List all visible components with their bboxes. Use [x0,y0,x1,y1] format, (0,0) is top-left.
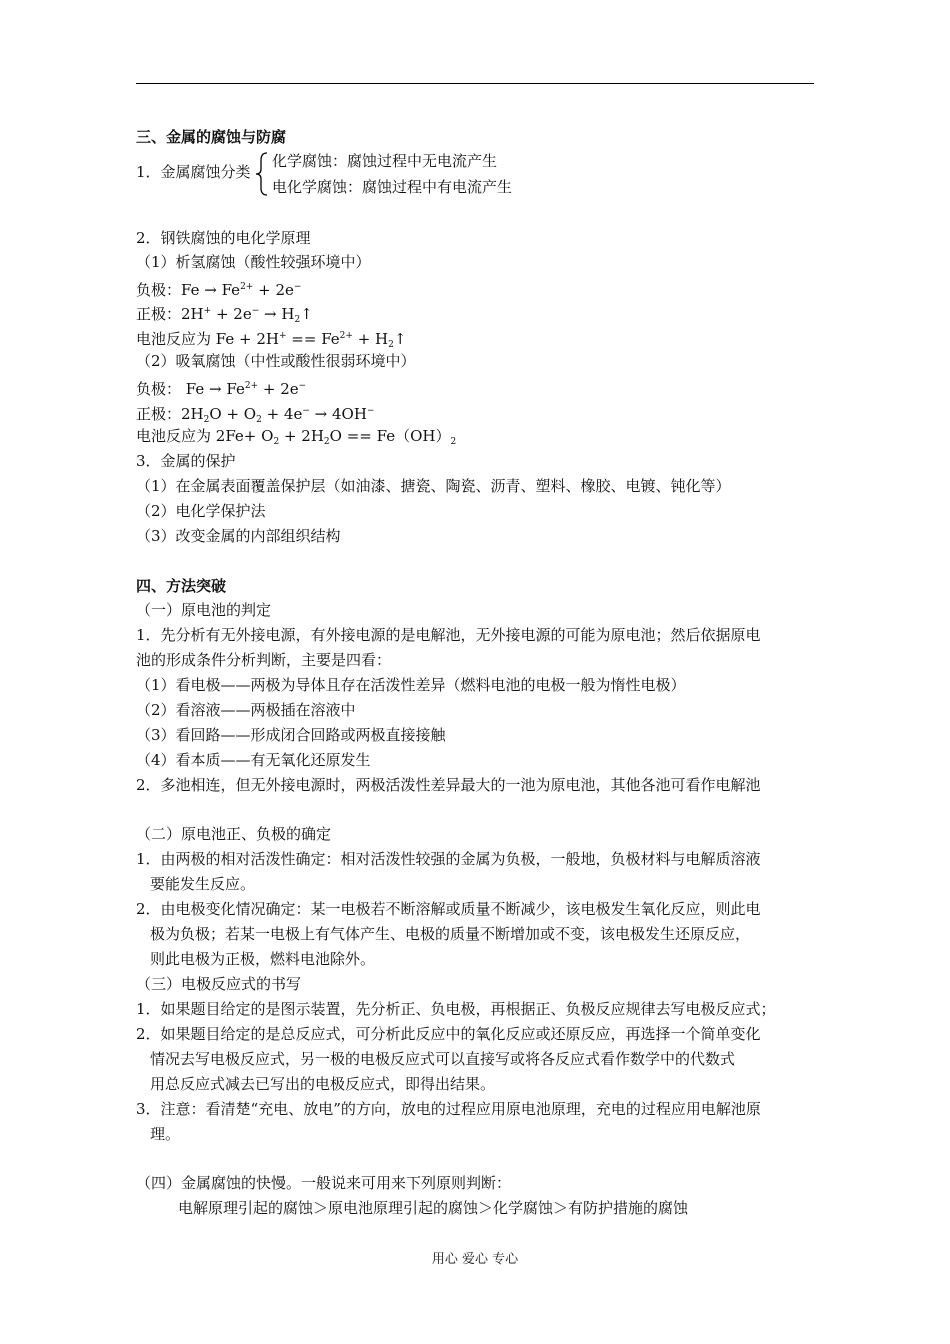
q2-line1: 2．由电极变化情况确定：某一电极若不断溶解或质量不断减少，该电极发生氧化反应，则此电 [136,900,761,918]
item2-title: 2．钢铁腐蚀的电化学原理 [136,229,311,247]
p1-line1: 1．先分析有无外接电源，有外接电源的是电解池，无外接电源的可能为原电池；然后依据原电 [136,626,761,644]
hydrogen-title: （1）析氢腐蚀（酸性较强环境中） [136,253,371,271]
hydrogen-positive-equation: 正极：$2H^+ + 2e^- \to H_2↑$ [136,305,313,325]
look-4: （4）看本质——有无氧化还原发生 [136,751,371,769]
part4-order: 电解原理引起的腐蚀＞原电池原理引起的腐蚀＞化学腐蚀＞有防护措施的腐蚀 [178,1199,689,1217]
q1-line2: 要能发生反应。 [150,875,256,893]
r2-line1: 2．如果题目给定的是总反应式，可分析此反应中的氧化反应或还原反应，再选择一个简单变化 [136,1025,761,1043]
protect-3: （3）改变金属的内部组织结构 [136,527,341,545]
part1-title: （一）原电池的判定 [136,601,272,619]
classification-label: 1．金属腐蚀分类 [136,163,251,181]
look-3: （3）看回路——形成闭合回路或两极直接接触 [136,726,446,744]
header-rule [136,83,814,84]
oxygen-negative-equation: 负极： $Fe \to Fe^{2+} + 2e^-$ [136,380,307,398]
look-1: （1）看电极——两极为导体且存在活泼性差异（燃料电池的电极一般为惰性电极） [136,676,686,694]
section3-title: 三、金属的腐蚀与防腐 [136,128,287,146]
protect-1: （1）在金属表面覆盖保护层（如油漆、搪瓷、陶瓷、沥青、塑料、橡胶、电镀、钝化等） [136,477,731,495]
oxygen-title: （2）吸氧腐蚀（中性或酸性很弱环境中） [136,352,416,370]
r2-line3: 用总反应式减去已写出的电极反应式，即得出结果。 [150,1075,496,1093]
oxygen-positive-equation: 正极：$2H_2O + O_2 + 4e^- \to 4OH^-$ [136,405,375,425]
oxygen-cell-equation: 电池反应为 $2Fe+ O_2 + 2H_2O == Fe(OH)_2$ [136,427,457,447]
hydrogen-cell-equation: 电池反应为 $Fe + 2H^+ == Fe^{2+}$ + $H_2↑$ [136,330,407,350]
part2-title: （二）原电池正、负极的确定 [136,825,332,843]
r3-line1: 3．注意：看清楚“充电、放电”的方向，放电的过程应用原电池原理，充电的过程应用电解池原 [136,1100,761,1118]
look-2: （2）看溶液——两极插在溶液中 [136,701,356,719]
p2-line1: 2．多池相连，但无外接电源时，两极活泼性差异最大的一池为原电池，其他各池可看作电解池 [136,776,761,794]
q2-line2: 极为负极；若某一电极上有气体产生、电极的质量不断增加或不变，该电极发生还原反应， [150,925,751,943]
q2-line3: 则此电极为正极，燃料电池除外。 [150,950,376,968]
section4-title: 四、方法突破 [136,577,227,595]
electrochem-corrosion: 电化学腐蚀：腐蚀过程中有电流产生 [272,178,513,196]
r2-line2: 情况去写电极反应式，另一极的电极反应式可以直接写或将各反应式看作数学中的代数式 [150,1050,736,1068]
part4-title: （四）金属腐蚀的快慢。一般说来可用来下列原则判断： [136,1174,512,1192]
q1-line1: 1．由两极的相对活泼性确定：相对活泼性较强的金属为负极，一般地，负极材料与电解质溶液 [136,850,761,868]
hydrogen-negative-equation: 负极：$Fe \to Fe^{2+} + 2e^-$ [136,281,302,299]
protect-2: （2）电化学保护法 [136,502,266,520]
item3-title: 3．金属的保护 [136,452,236,470]
r3-line2: 理。 [150,1125,181,1143]
curly-brace-icon [255,152,269,196]
r1-line1: 1．如果题目给定的是图示装置，先分析正、负电极，再根据正、负极反应规律去写电极反应式； [136,1000,776,1018]
part3-title: （三）电极反应式的书写 [136,975,302,993]
chem-corrosion: 化学腐蚀：腐蚀过程中无电流产生 [272,152,498,170]
p1-line2: 池的形成条件分析判断，主要是四看： [136,651,392,669]
page-footer: 用心 爱心 专心 [431,1252,519,1267]
